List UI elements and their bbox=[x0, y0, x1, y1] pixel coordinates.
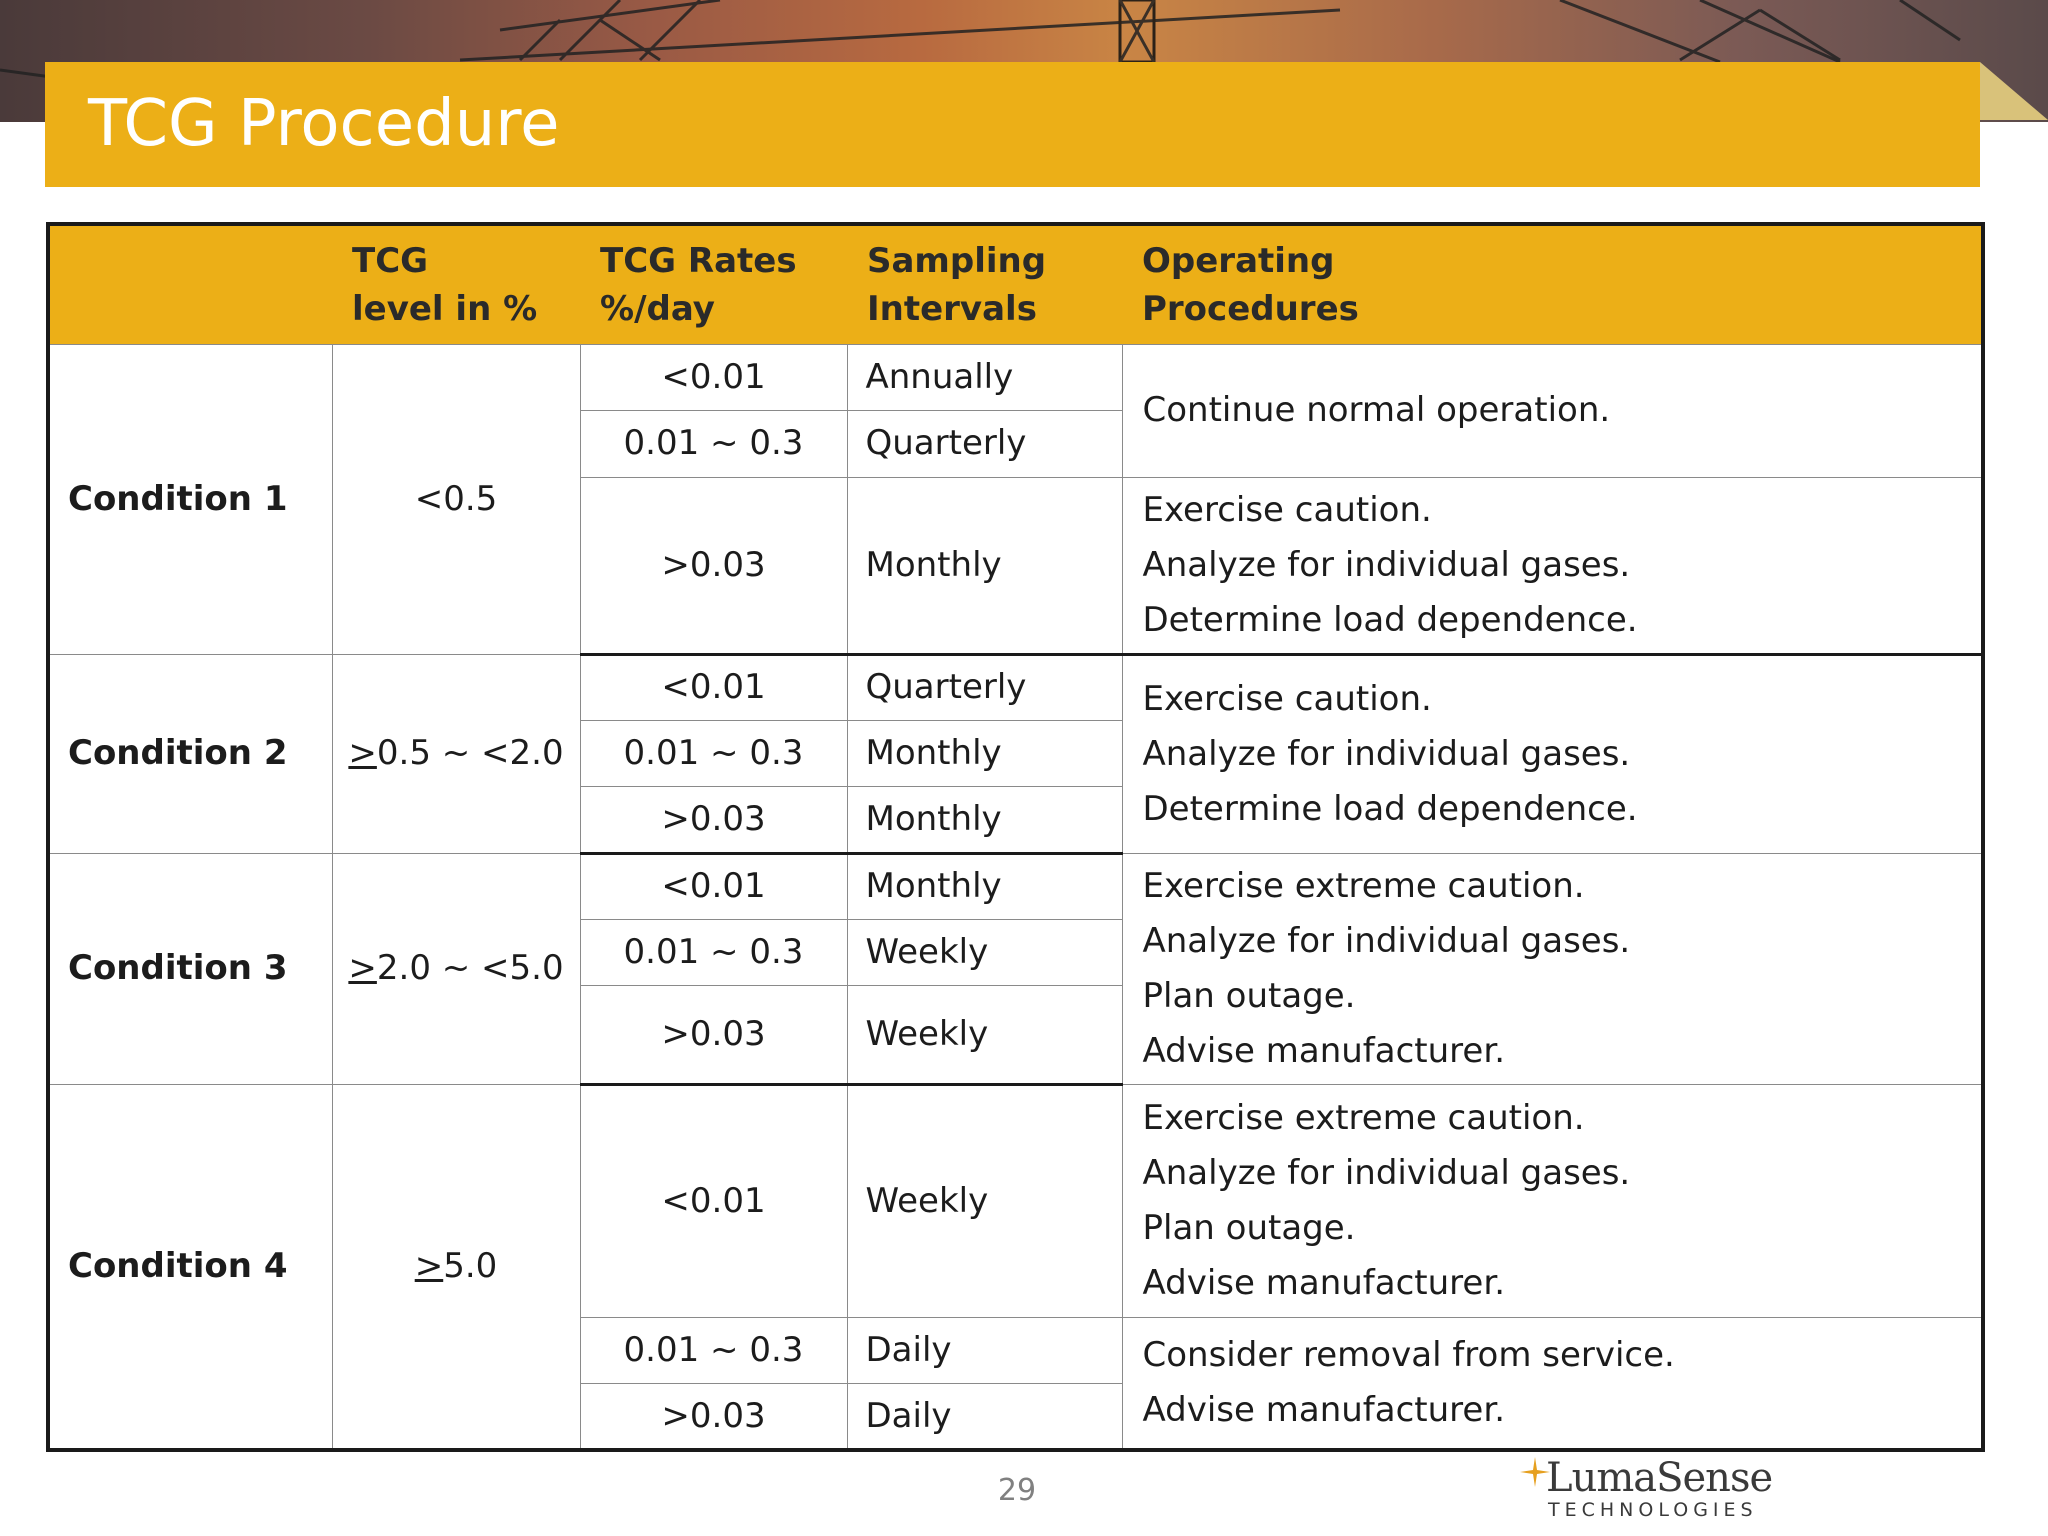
table-row bbox=[48, 654, 1983, 720]
sampling-interval: Daily bbox=[847, 1384, 1122, 1450]
header-tcg-level: TCG level in % bbox=[332, 224, 580, 345]
company-logo bbox=[1518, 1455, 1773, 1525]
tcg-rate: >0.03 bbox=[580, 477, 847, 654]
condition-name: Condition 1 bbox=[48, 345, 332, 655]
corner-decoration bbox=[1980, 62, 2048, 120]
sampling-interval: Quarterly bbox=[847, 411, 1122, 477]
sampling-interval: Weekly bbox=[847, 1084, 1122, 1317]
tcg-level: >2.0 ~ <5.0 bbox=[332, 853, 580, 1084]
tcg-procedure-table bbox=[46, 222, 1985, 1452]
header-operating-procedures: Operating Procedures bbox=[1122, 224, 1983, 345]
sampling-interval: Daily bbox=[847, 1317, 1122, 1383]
tcg-level: >5.0 bbox=[332, 1084, 580, 1450]
tcg-rate: <0.01 bbox=[580, 853, 847, 919]
sampling-interval: Monthly bbox=[847, 853, 1122, 919]
sampling-interval: Monthly bbox=[847, 477, 1122, 654]
sampling-interval: Monthly bbox=[847, 720, 1122, 786]
sampling-interval: Monthly bbox=[847, 787, 1122, 853]
tcg-rate: >0.03 bbox=[580, 787, 847, 853]
header-sampling-intervals: Sampling Intervals bbox=[847, 224, 1122, 345]
tcg-rate: >0.03 bbox=[580, 986, 847, 1084]
logo-subtitle: TECHNOLOGIES bbox=[1548, 1499, 1758, 1521]
table-row bbox=[48, 345, 1983, 411]
operating-procedure: Exercise caution. Analyze for individual gases. Determine load dependence. bbox=[1122, 477, 1983, 654]
tcg-rate: 0.01 ~ 0.3 bbox=[580, 720, 847, 786]
table-row bbox=[48, 1084, 1983, 1317]
page-number: 29 bbox=[997, 1473, 1037, 1508]
table-row bbox=[48, 853, 1983, 919]
tcg-level: <0.5 bbox=[332, 345, 580, 655]
sampling-interval: Weekly bbox=[847, 986, 1122, 1084]
tcg-rate: <0.01 bbox=[580, 1084, 847, 1317]
tcg-rate: 0.01 ~ 0.3 bbox=[580, 411, 847, 477]
sampling-interval: Quarterly bbox=[847, 654, 1122, 720]
operating-procedure: Exercise extreme caution. Analyze for individual gases. Plan outage. Advise manufacturer. bbox=[1122, 853, 1983, 1084]
operating-procedure: Consider removal from service. Advise manufacturer. bbox=[1122, 1317, 1983, 1450]
operating-procedure: Continue normal operation. bbox=[1122, 345, 1983, 478]
slide-title: TCG Procedure bbox=[88, 87, 560, 161]
logo-wordmark: LumaSense bbox=[1546, 1455, 1773, 1501]
operating-procedure: Exercise caution. Analyze for individual gases. Determine load dependence. bbox=[1122, 654, 1983, 853]
operating-procedure: Exercise extreme caution. Analyze for individual gases. Plan outage. Advise manufacturer. bbox=[1122, 1084, 1983, 1317]
tcg-rate: >0.03 bbox=[580, 1384, 847, 1450]
tcg-level: >0.5 ~ <2.0 bbox=[332, 654, 580, 853]
sampling-interval: Annually bbox=[847, 345, 1122, 411]
header-condition bbox=[48, 224, 332, 345]
tcg-rate: <0.01 bbox=[580, 345, 847, 411]
table-header-row bbox=[48, 224, 1983, 345]
tcg-rate: 0.01 ~ 0.3 bbox=[580, 1317, 847, 1383]
sampling-interval: Weekly bbox=[847, 919, 1122, 985]
condition-name: Condition 3 bbox=[48, 853, 332, 1084]
condition-name: Condition 4 bbox=[48, 1084, 332, 1450]
header-tcg-rates: TCG Rates %/day bbox=[580, 224, 847, 345]
tcg-rate: 0.01 ~ 0.3 bbox=[580, 919, 847, 985]
tcg-rate: <0.01 bbox=[580, 654, 847, 720]
condition-name: Condition 2 bbox=[48, 654, 332, 853]
